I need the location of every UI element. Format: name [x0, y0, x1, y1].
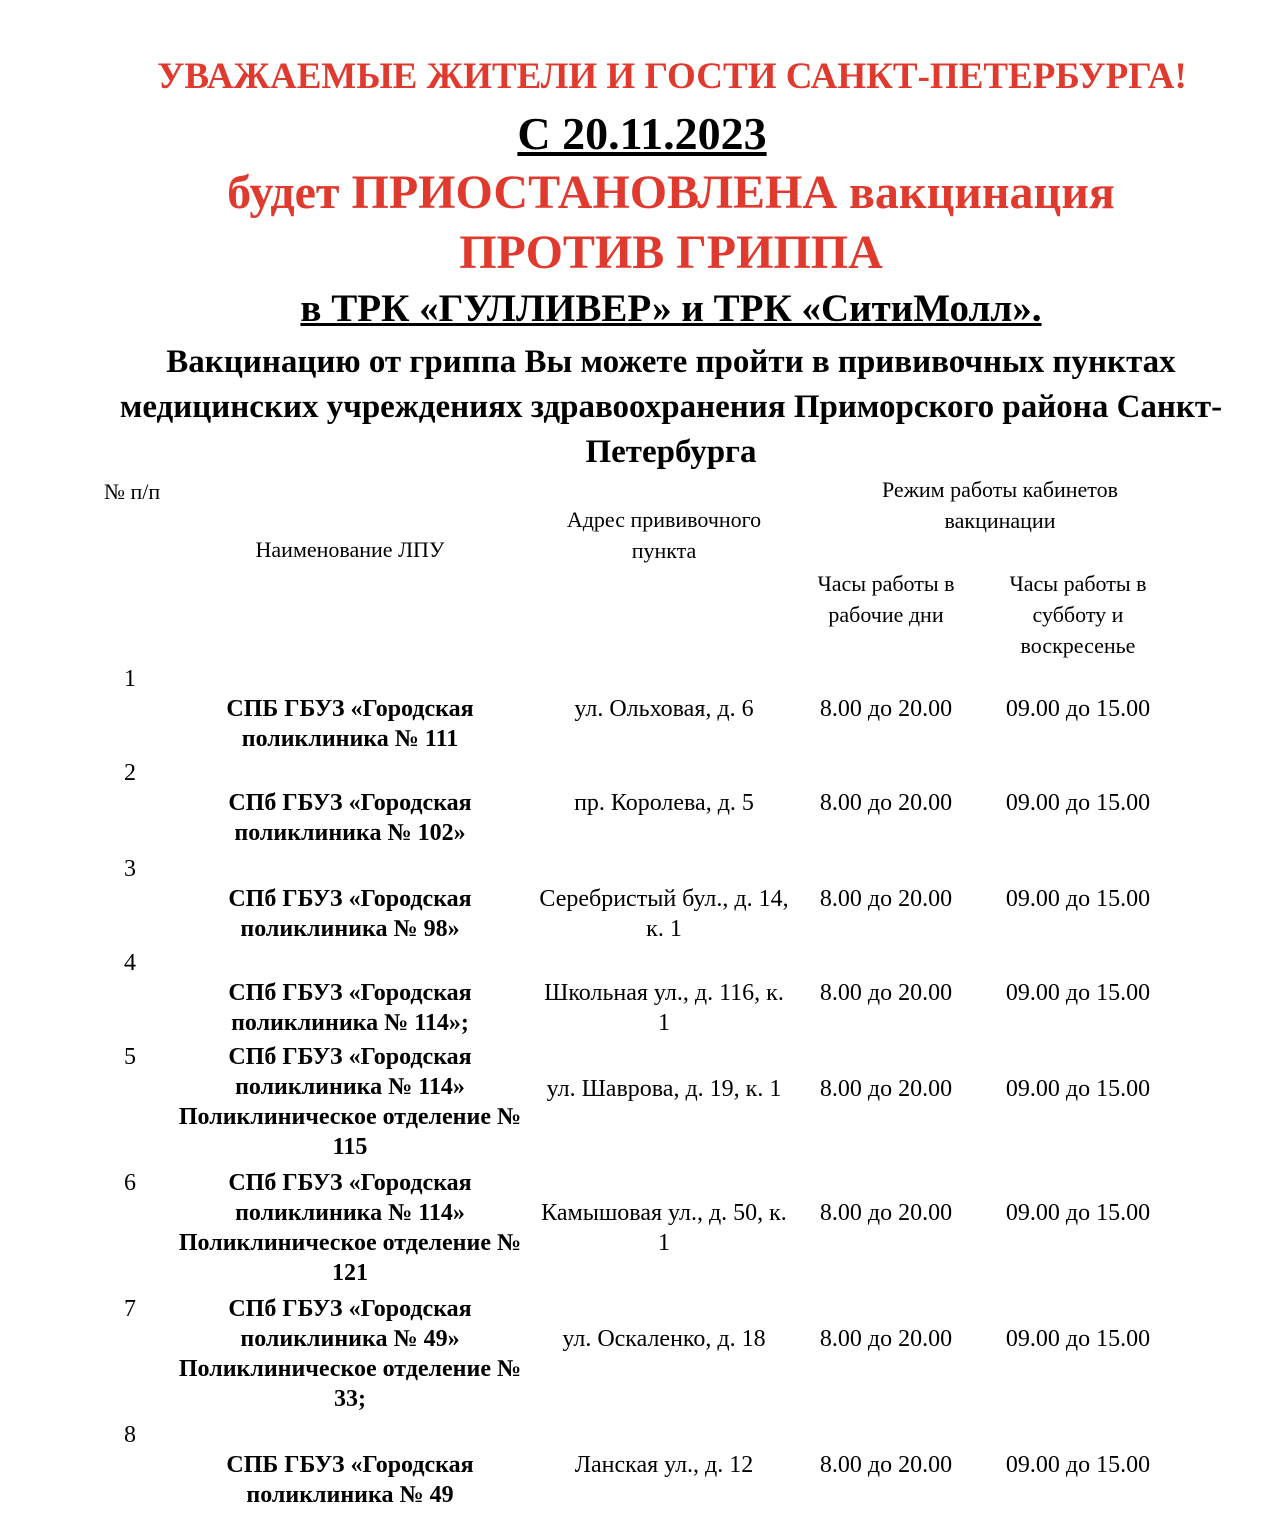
header-schedule: Режим работы кабинетов вакцинации — [881, 477, 1118, 533]
clinic-address: Ланская ул., д. 12 — [574, 1452, 754, 1478]
weekend-hours: 09.00 до 15.00 — [1005, 790, 1151, 816]
weekday-hours: 8.00 до 20.00 — [819, 1326, 953, 1352]
clinic-name: СПб ГБУЗ «Городская поликлиника № 98» — [228, 886, 472, 942]
suspension-prefix: будет — [227, 166, 352, 219]
weekday-hours: 8.00 до 20.00 — [819, 696, 953, 722]
weekend-hours: 09.00 до 15.00 — [1005, 696, 1151, 722]
clinic-name: СПб ГБУЗ «Городская поликлиника № 114» Поликлиническое отделение № 121 — [178, 1170, 522, 1286]
clinic-address: пр. Королева, д. 5 — [574, 790, 754, 816]
weekday-hours: 8.00 до 20.00 — [819, 1200, 953, 1226]
header-name: Наименование ЛПУ — [255, 537, 445, 562]
clinic-name: СПб ГБУЗ «Городская поликлиника № 114» Поликлиническое отделение № 115 — [178, 1044, 522, 1160]
weekend-hours: 09.00 до 15.00 — [1005, 886, 1151, 912]
row-number: 1 — [124, 666, 136, 692]
weekday-hours: 8.00 до 20.00 — [819, 886, 953, 912]
greeting-heading: УВАЖАЕМЫЕ ЖИТЕЛИ И ГОСТИ САНКТ-ПЕТЕРБУРГА! — [157, 56, 1187, 97]
weekday-hours: 8.00 до 20.00 — [819, 1076, 953, 1102]
weekend-hours: 09.00 до 15.00 — [1005, 1452, 1151, 1478]
suspension-strong: ПРИОСТАНОВЛЕНА — [351, 166, 837, 219]
clinic-address: Серебристый бул., д. 14, к. 1 — [539, 886, 789, 942]
header-weekend: Часы работы в субботу и воскресенье — [1009, 571, 1147, 658]
row-number: 6 — [124, 1170, 136, 1196]
clinic-address: Школьная ул., д. 116, к. 1 — [544, 980, 784, 1036]
header-address: Адрес прививочного пункта — [566, 507, 762, 563]
weekend-hours: 09.00 до 15.00 — [1005, 1200, 1151, 1226]
date-heading: С 20.11.2023 — [517, 108, 767, 159]
clinic-address: Камышовая ул., д. 50, к. 1 — [541, 1200, 787, 1256]
header-number: № п/п — [104, 479, 161, 504]
clinic-name: СПб ГБУЗ «Городская поликлиника № 114»; — [228, 980, 472, 1036]
row-number: 3 — [124, 856, 136, 882]
weekday-hours: 8.00 до 20.00 — [819, 1452, 953, 1478]
row-number: 2 — [124, 760, 136, 786]
clinic-name: СПБ ГБУЗ «Городская поликлиника № 49 — [226, 1452, 474, 1508]
suspension-suffix: вакцинация — [837, 166, 1115, 219]
clinic-name: СПб ГБУЗ «Городская поликлиника № 49» Поликлиническое отделение № 33; — [178, 1296, 522, 1412]
clinic-name: СПБ ГБУЗ «Городская поликлиника № 111 — [226, 696, 474, 752]
clinic-address: ул. Шаврова, д. 19, к. 1 — [546, 1076, 782, 1102]
suspension-notice — [0, 164, 1284, 222]
weekend-hours: 09.00 до 15.00 — [1005, 1076, 1151, 1102]
against-flu-heading: ПРОТИВ ГРИППА — [459, 226, 883, 279]
clinic-name: СПб ГБУЗ «Городская поликлиника № 102» — [228, 790, 472, 846]
row-number: 8 — [124, 1422, 136, 1448]
weekend-hours: 09.00 до 15.00 — [1005, 1326, 1151, 1352]
row-number: 4 — [124, 950, 136, 976]
row-number: 7 — [124, 1296, 136, 1322]
clinic-address: ул. Оскаленко, д. 18 — [562, 1326, 766, 1352]
clinic-address: ул. Ольховая, д. 6 — [574, 696, 754, 722]
venues-heading: в ТРК «ГУЛЛИВЕР» и ТРК «СитиМолл». — [300, 287, 1042, 330]
header-weekdays: Часы работы в рабочие дни — [817, 571, 955, 627]
row-number: 5 — [124, 1044, 136, 1070]
weekday-hours: 8.00 до 20.00 — [819, 980, 953, 1006]
info-paragraph: Вакцинацию от гриппа Вы можете пройти в прививочных пунктах медицинских учреждениях здравоохранения Приморского района Санкт-Петербурга — [119, 344, 1223, 470]
weekday-hours: 8.00 до 20.00 — [819, 790, 953, 816]
weekend-hours: 09.00 до 15.00 — [1005, 980, 1151, 1006]
